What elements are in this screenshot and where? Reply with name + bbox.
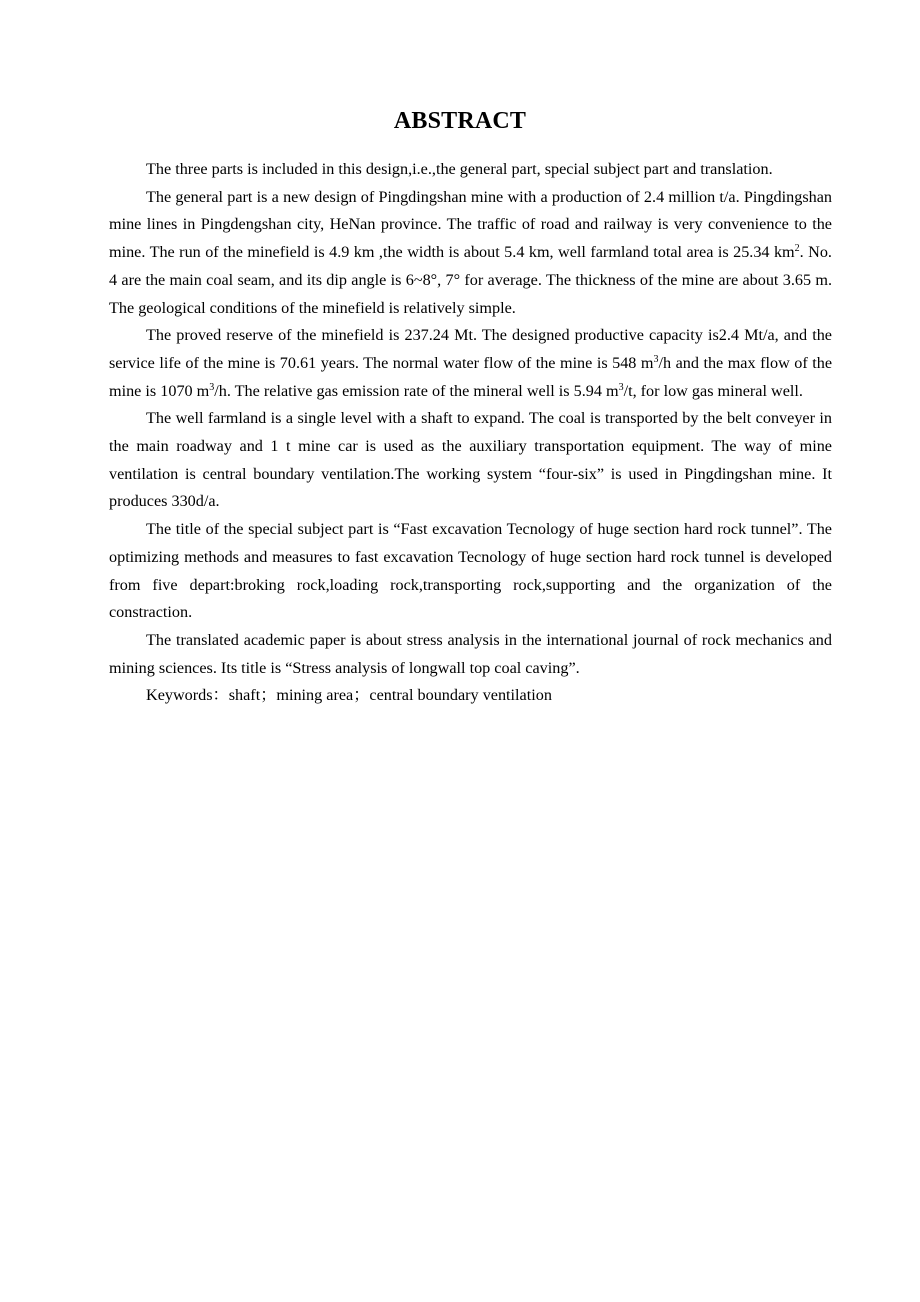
- keywords-line: Keywords：shaft；mining area；central boundary ventilation: [146, 686, 552, 705]
- paragraph-reserve-text-a: The proved reserve of the minefield is 237.24 Mt. The designed productive capacity is2.4 Mt/a, and the service life of the mine is 70.61 years. The normal water flow of the mine is 548 m: [109, 326, 832, 372]
- paragraph-reserve: [109, 322, 832, 405]
- paragraph-shaft-system: The well farmland is a single level with a shaft to expand. The coal is transported by the belt conveyer in the main roadway and 1 t mine car is used as the auxiliary transportation equipment. The way of mine ventilation is central boundary ventilation.The working system “four-six” is used in Pingdingshan mine. It produces 330d/a.: [109, 409, 832, 511]
- paragraph-special-subject: The title of the special subject part is “Fast excavation Tecnology of huge section hard rock tunnel”. The optimizing methods and measures to fast excavation Tecnology of huge section hard rock tunnel is developed from five depart:broking rock,loading rock,transporting rock,supporting and the organization of the constraction.: [109, 520, 832, 622]
- paragraph-reserve-text-c: /h. The relative gas emission rate of the mineral well is 5.94 m: [214, 381, 619, 400]
- superscript-3-c: 3: [618, 381, 624, 393]
- superscript-3-b: 3: [209, 381, 215, 393]
- paragraph-reserve-text-b: /h and the max flow of the mine is 1070 m: [109, 353, 833, 400]
- abstract-body: [109, 156, 832, 710]
- paragraph-general-part: [109, 184, 832, 323]
- paragraph-reserve-text-d: /t, for low gas mineral well.: [623, 381, 803, 400]
- paragraph-translation: The translated academic paper is about stress analysis in the international journal of rock mechanics and mining sciences. Its title is “Stress analysis of longwall top coal caving”.: [109, 630, 832, 677]
- superscript-3-a: 3: [653, 353, 659, 365]
- abstract-title: ABSTRACT: [393, 108, 527, 134]
- paragraph-general-part-text-a: The general part is a new design of Pingdingshan mine with a production of 2.4 million t/a. Pingdingshan mine lines in Pingdengshan city, HeNan province. The traffic of road and railway is very convenience to the mine. The run of the minefield is 4.9 km ,the width is about 5.4 km, well farmland total area is 25.34 km: [109, 187, 832, 262]
- paragraph-overview: The three parts is included in this design,i.e.,the general part, special subject part and translation.: [146, 160, 773, 178]
- superscript-2: 2: [794, 243, 800, 255]
- paragraph-general-part-text-b: . No. 4 are the main coal seam, and its dip angle is 6~8°, 7° for average. The thickness of the mine are about 3.65 m. The geological conditions of the minefield is relatively simple.: [109, 243, 832, 317]
